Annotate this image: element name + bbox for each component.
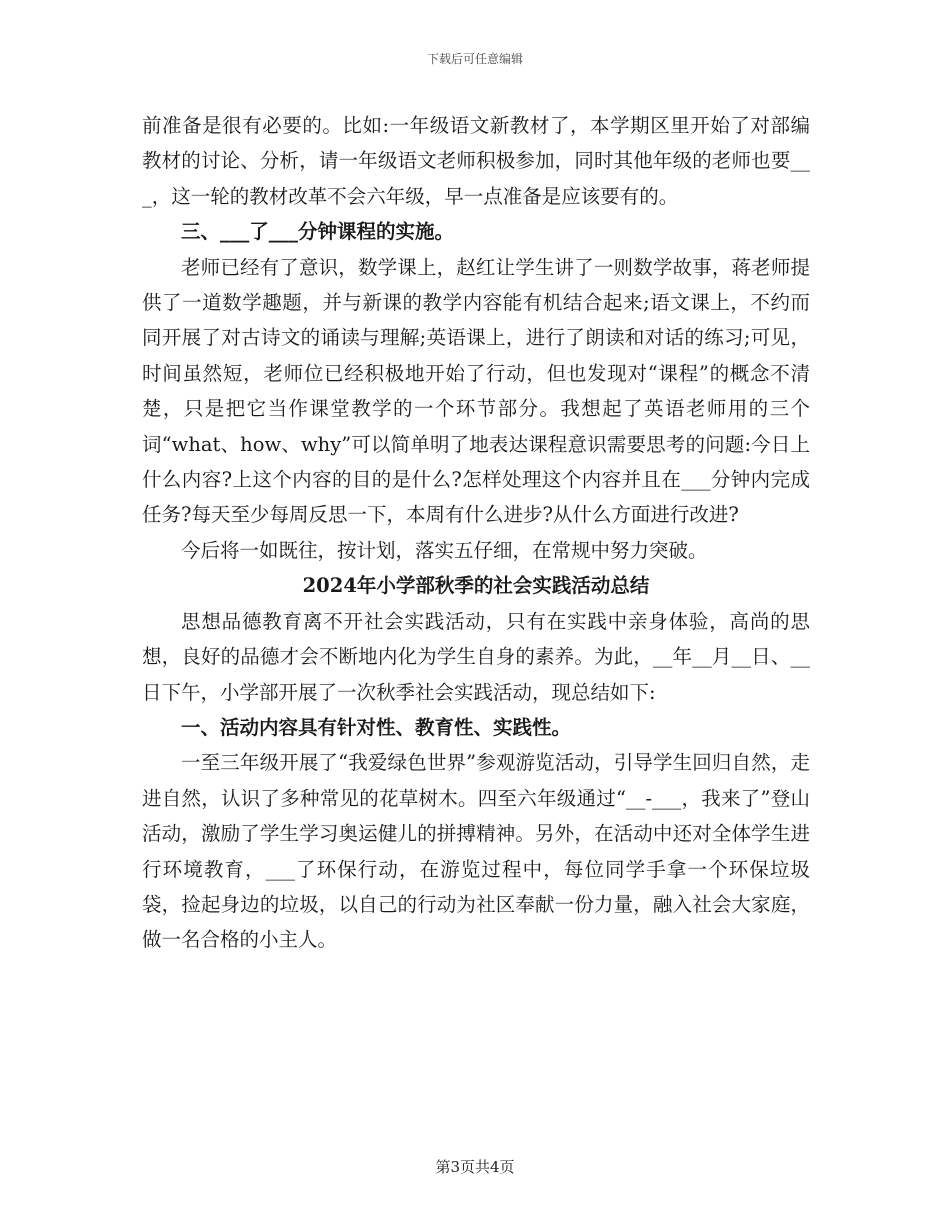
page-header-note: 下载后可任意编辑 (426, 52, 523, 66)
paragraph-future-plan: 今后将一如既往，按计划，落实五仔细，在常规中努力突破。 (181, 538, 708, 562)
paragraph-intro: 思想品德教育离不开社会实践活动，只有在实践中亲身体验，高尚的思想，良好的品德才会不断地内化为学生自身的素养。为此，__年__月__日、__日下午，小学部开展了一次秋季社会实践活动，现总结如下: (142, 609, 810, 704)
paragraph-course-implementation: 老师已经有了意识，数学课上，赵红让学生讲了一则数学故事，蒋老师提供了一道数学趣题，并与新课的教学内容能有机结合起来;语文课上，不约而同开展了对古诗文的诵读与理解;英语课上，进行了朗读和对话的练习;可见，时间虽然短，老师位已经积极地开始了行动，但也发现对“课程”的概念不清楚，只是把它当作课堂教学的一个环节部分。我想起了英语老师用的三个词“what、how、why”可以简单明了地表达课程意识需要思考的问题:今日上什么内容?上这个内容的目的是什么?怎样处理这个内容并且在___分钟内完成任务?每天至少每周反思一下，本周有什么进步?从什么方面进行改进? (142, 255, 810, 527)
section-heading-one: 一、活动内容具有针对性、教育性、实践性。 (181, 715, 572, 739)
page-footer-number: 第3页共4页 (435, 1158, 515, 1176)
paragraph-continuation: 前准备是很有必要的。比如:一年级语文新教材了，本学期区里开始了对部编教材的讨论、分析，请一年级语文老师积极参加，同时其他年级的老师也要___，这一轮的教材改革不会六年级，早一点准备是应该要有的。 (142, 114, 810, 208)
document-body (142, 108, 810, 958)
paragraph-activity-content: 一至三年级开展了“我爱绿色世界”参观游览活动，引导学生回归自然，走进自然，认识了多种常见的花草树木。四至六年级通过“__-___，我来了”登山活动，激励了学生学习奥运健儿的拼搏精神。另外，在活动中还对全体学生进行环境教育，___了环保行动，在游览过程中，每位同学手拿一个环保垃圾袋，捡起身边的垃圾，以自己的行动为社区奉献一份力量，融入社会大家庭，做一名合格的小主人。 (142, 751, 810, 952)
section-heading-three: 三、___了___分钟课程的实施。 (181, 220, 455, 244)
document-title: 2024年小学部秋季的社会实践活动总结 (302, 574, 650, 598)
